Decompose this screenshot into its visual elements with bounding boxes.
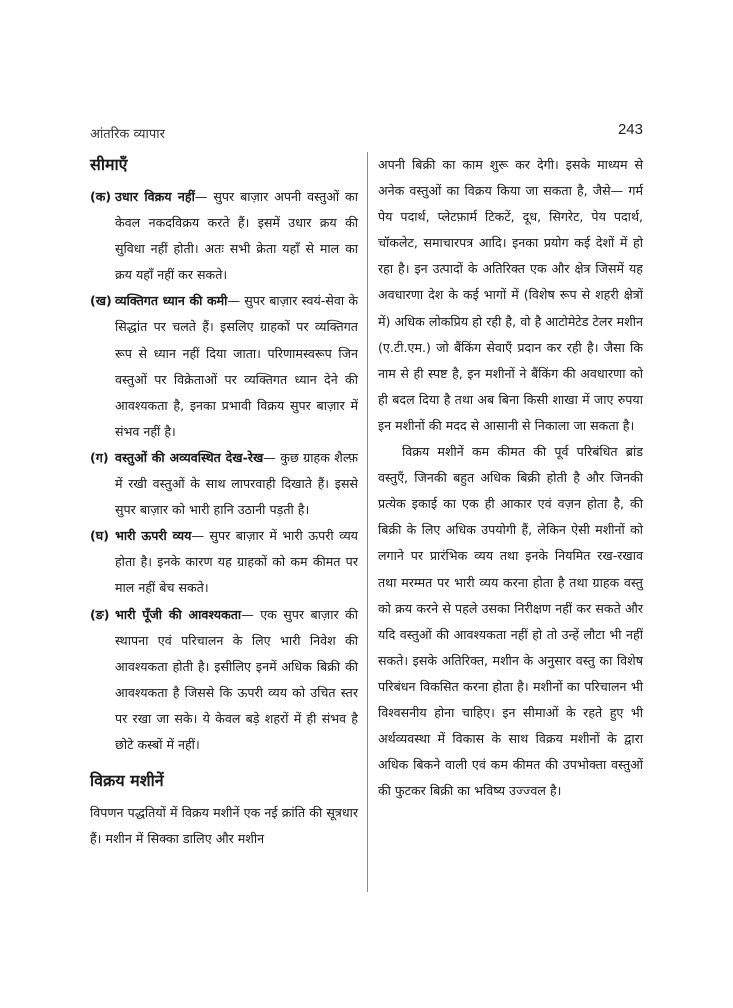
list-item <box>90 602 358 759</box>
item-marker: (ग) <box>90 449 109 465</box>
item-marker: (ख) <box>90 293 112 309</box>
item-term: उधार विक्रय नहीं <box>115 189 195 204</box>
item-term: भारी ऊपरी व्यय <box>115 528 192 544</box>
item-marker: (क) <box>90 189 112 204</box>
list-item <box>90 523 358 601</box>
paragraph: विक्रय मशीनें कम कीमत की पूर्व परिबंधित ब्रांड वस्तुएँ, जिनकी बहुत अधिक बिक्री होती है और जिनकी प्रत्येक इकाई का एक ही आकार एवं वज़न होता है, की बिक्री के लिए अधिक उपयोगी हैं, लेकिन ऐसी मशीनों को लगाने पर प्रारंभिक व्यय तथा इनके नियमित रख-रखाव तथा मरम्मत पर भारी व्यय करना होता है तथा ग्राहक वस्तु को क्रय करने से पहले उसका निरीक्षण नहीं कर सकते और यदि वस्तुओं की आवश्यकता नहीं हो तो उन्हें लौटा भी नहीं सकते। इसके अतिरिक्त, मशीन के अनुसार वस्तु का विशेष परिबंधन विकसित करना होता है। मशीनों का परिचालन भी विश्वसनीय होना चाहिए। इन सीमाओं के रहते हुए भी अर्थव्यवस्था में विकास के साथ विक्रय मशीनों के द्वारा अधिक बिकने वाली एवं कम कीमत की उपभोक्ता वस्तुओं की फुटकर बिक्री का भविष्य उज्ज्वल है। <box>378 444 643 799</box>
paragraph: अपनी बिक्री का काम शुरू कर देगी। इसके माध्यम से अनेक वस्तुओं का विक्रय किया जा सकता है, जैसे— गर्म पेय पदार्थ, प्लेटफ़ार्म टिकटें, दूध, सिगरेट, पेय पदार्थ, चॉकलेट, समाचारपत्र आदि। इनका प्रयोग कई देशों में हो रहा है। इन उत्पादों के अतिरिक्त एक और क्षेत्र जिसमें यह अवधारणा देश के कई भागों में (विशेष रूप से शहरी क्षेत्रों में) अधिक लोकप्रिय हो रही है, वो है आटोमेटेड टेलर मशीन (ए.टी.एम.) जो बैंकिंग सेवाएँ प्रदान कर रही है। जैसा कि नाम से ही स्पष्ट है, इन मशीनों ने बैंकिंग की अवधारणा को ही बदल दिया है तथा अब बिना किसी शाखा में जाए रुपया इन मशीनों की मदद से आसानी से निकाला जा सकता है। <box>378 157 643 433</box>
paragraph: विपणन पद्धतियों में विक्रय मशीनें एक नई क्रांति की सूत्रधार हैं। मशीन में सिक्का डालिए और मशीन <box>90 805 358 847</box>
item-marker: (ङ) <box>90 606 110 622</box>
column-divider <box>367 152 368 892</box>
list-item <box>90 445 358 523</box>
page-header <box>90 121 643 144</box>
section-heading-vending-machines: विक्रय मशीनें <box>90 771 164 791</box>
left-column <box>90 152 358 852</box>
item-text: — सुपर बाज़ार में भारी ऊपरी व्यय होता है। इनके कारण यह ग्राहकों को कम कीमत पर माल नहीं बेच सकते। <box>115 528 358 596</box>
item-text: — सुपर बाज़ार अपनी वस्तुओं का केवल नकदविक्रय करते हैं। इसमें उधार क्रय की सुविधा नहीं होती। अतः सभी क्रेता यहाँ से माल का क्रय यहाँ नहीं कर सकते। <box>115 189 358 283</box>
list-item <box>90 288 358 445</box>
item-text: — सुपर बाज़ार स्वयं-सेवा के सिद्धांत पर चलते हैं। इसलिए ग्राहकों पर व्यक्तिगत रूप से ध्यान नहीं दिया जाता। परिणामस्वरूप जिन वस्तुओं पर विक्रेताओं पर व्यक्तिगत ध्यान देने की आवश्यकता है, इनका प्रभावी विक्रय सुपर बाज़ार में संभव नहीं है। <box>115 293 358 439</box>
item-text: — कुछ ग्राहक शैल्फ़ में रखी वस्तुओं के साथ लापरवाही दिखाते हैं। इससे सुपर बाज़ार को भारी हानि उठानी पड़ती है। <box>115 449 358 518</box>
item-term: व्यक्तिगत ध्यान की कमी <box>115 293 228 309</box>
list-item <box>90 184 358 288</box>
page-number: 243 <box>617 121 643 138</box>
item-term: भारी पूँजी की आवश्यकता <box>115 606 242 622</box>
item-marker: (घ) <box>90 528 109 544</box>
item-text: — एक सुपर बाज़ार की स्थापना एवं परिचालन के लिए भारी निवेश की आवश्यकता होती है। इसीलिए इनमें अधिक बिक्री की आवश्यकता है जिससे कि ऊपरी व्यय को उचित स्तर पर रखा जा सके। ये केवल बड़े शहरों में ही संभव है छोटे कस्बों में नहीं। <box>115 606 358 752</box>
item-term: वस्तुओं की अव्यवस्थित देख-रेख <box>115 449 264 465</box>
running-title: आंतरिक व्यापार <box>90 127 165 142</box>
section-heading-limitations: सीमाएँ <box>90 155 128 174</box>
right-column <box>378 152 643 804</box>
